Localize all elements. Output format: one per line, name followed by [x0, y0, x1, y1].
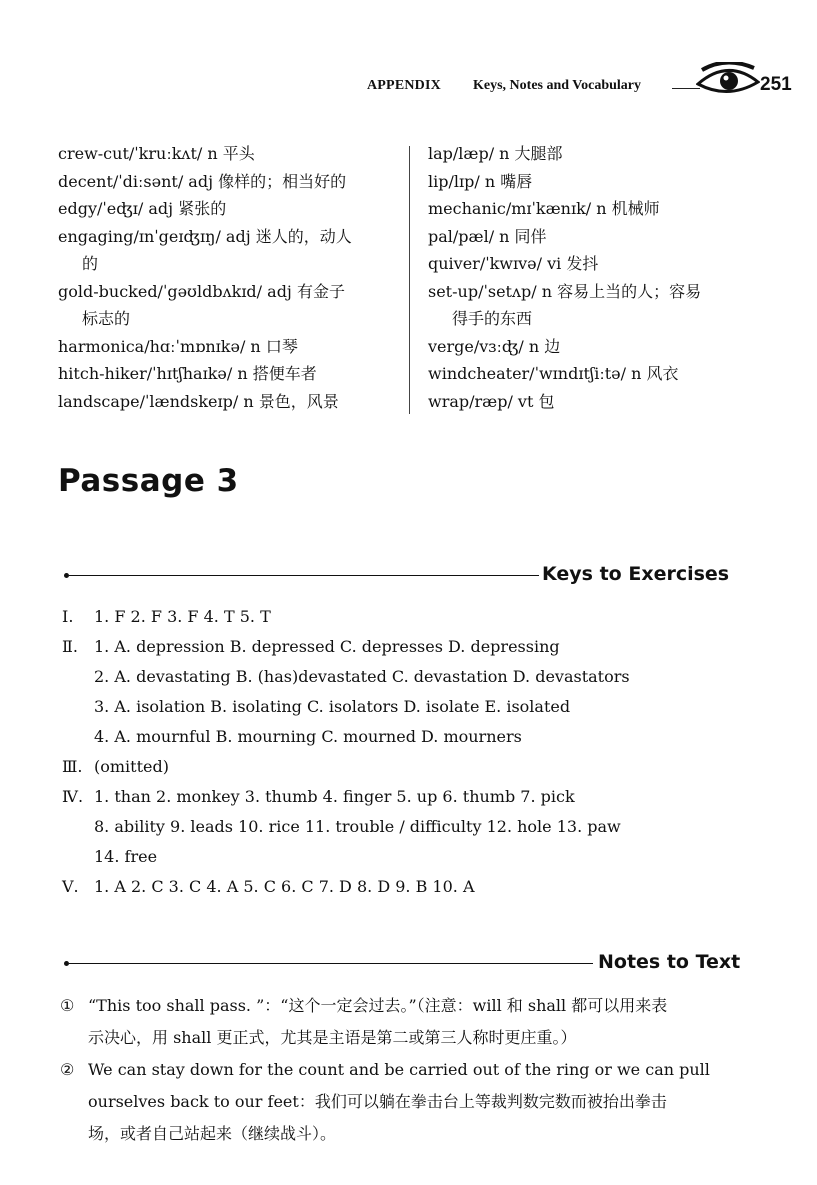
note-number: ①	[60, 996, 75, 1015]
vocab-entry: windcheater/ˈwɪndɪtʃiːtə/ n 风衣	[428, 364, 679, 383]
key-row-4: 14. free	[94, 847, 158, 866]
vocab-entry: edgy/ˈeʤɪ/ adj 紧张的	[58, 199, 227, 218]
vocab-entry: harmonica/hɑːˈmɒnɪkə/ n 口琴	[58, 336, 298, 356]
vocab-entry: quiver/ˈkwɪvə/ vi 发抖	[428, 254, 599, 273]
vocab-entry: engaging/ɪnˈgeɪʤɪŋ/ adj 迷人的，动人 的	[58, 226, 352, 273]
vocab-entry: crew-cut/ˈkruːkʌt/ n 平头	[58, 144, 255, 163]
eye-icon	[696, 62, 760, 106]
passage-title: Passage 3	[58, 463, 239, 499]
vocab-entry: hitch-hiker/ˈhɪtʃhaɪkə/ n 搭便车者	[58, 364, 317, 383]
vocab-column-right	[428, 140, 768, 415]
keys-to-exercises	[62, 602, 782, 902]
vocab-entry: lap/læp/ n 大腿部	[428, 144, 563, 163]
vocab-entry: pal/pæl/ n 同伴	[428, 226, 547, 246]
keys-section-header	[64, 563, 758, 589]
key-row-3: Ⅲ. (omitted)	[62, 757, 169, 776]
note-item: ② We can stay down for the count and be carried out of the ring or we can pull ourselves back to our feet：我们可以躺在拳击台上等裁判数完数而被抬出拳击 场，或者自己站起来（继续战斗）。	[60, 1054, 772, 1150]
key-row-2: Ⅱ. 1. A. depression B. depressed C. depresses D. depressing	[62, 637, 560, 656]
notes-section-header	[64, 951, 760, 977]
notes-heading: Notes to Text	[598, 951, 741, 973]
vocab-entry: wrap/ræp/ vt 包	[428, 391, 555, 411]
note-number: ②	[60, 1060, 75, 1079]
vocab-entry: lip/lɪp/ n 嘴唇	[428, 171, 533, 191]
notes-to-text	[60, 990, 772, 1150]
key-row-4: Ⅳ. 1. than 2. monkey 3. thumb 4. finger 5. up 6. thumb 7. pick	[62, 787, 575, 806]
key-row-2: 2. A. devastating B. (has)devastated C. devastation D. devastators	[94, 667, 630, 686]
vocab-entry: mechanic/mɪˈkænɪk/ n 机械师	[428, 199, 660, 218]
section-rule	[69, 575, 539, 576]
header-title: Keys, Notes and Vocabulary	[473, 78, 642, 93]
key-row-2: 4. A. mournful B. mourning C. mourned D. mourners	[94, 727, 522, 746]
vocab-entry: set-up/ˈsetʌp/ n 容易上当的人；容易 得手的东西	[428, 281, 702, 328]
note-item: ① “This too shall pass. ”：“这个一定会过去。”（注意：will 和 shall 都可以用来表 示决心，用 shall 更正式，尤其是主语是第二或第三人称时更庄重。）	[60, 990, 772, 1054]
section-rule	[69, 963, 593, 964]
key-row-4: 8. ability 9. leads 10. rice 11. trouble / difficulty 12. hole 13. paw	[94, 817, 621, 836]
vocab-entry: verge/vɜːʤ/ n 边	[428, 336, 561, 356]
vocab-entry: gold-bucked/ˈgəʊldbʌkɪd/ adj 有金子 标志的	[58, 281, 345, 328]
key-row-2: 3. A. isolation B. isolating C. isolators D. isolate E. isolated	[94, 697, 571, 716]
header-appendix: APPENDIX	[367, 78, 441, 93]
page-number: 251	[760, 74, 792, 95]
vocab-entry: landscape/ˈlændskeɪp/ n 景色，风景	[58, 391, 339, 411]
key-row-1: Ⅰ. 1. F 2. F 3. F 4. T 5. T	[62, 607, 271, 626]
page-header	[0, 74, 817, 104]
column-divider	[409, 146, 410, 414]
vocab-column-left	[58, 140, 393, 415]
keys-heading: Keys to Exercises	[542, 563, 730, 585]
vocab-entry: decent/ˈdiːsənt/ adj 像样的；相当好的	[58, 171, 347, 191]
key-row-5: Ⅴ. 1. A 2. C 3. C 4. A 5. C 6. C 7. D 8. D 9. B 10. A	[62, 877, 475, 896]
